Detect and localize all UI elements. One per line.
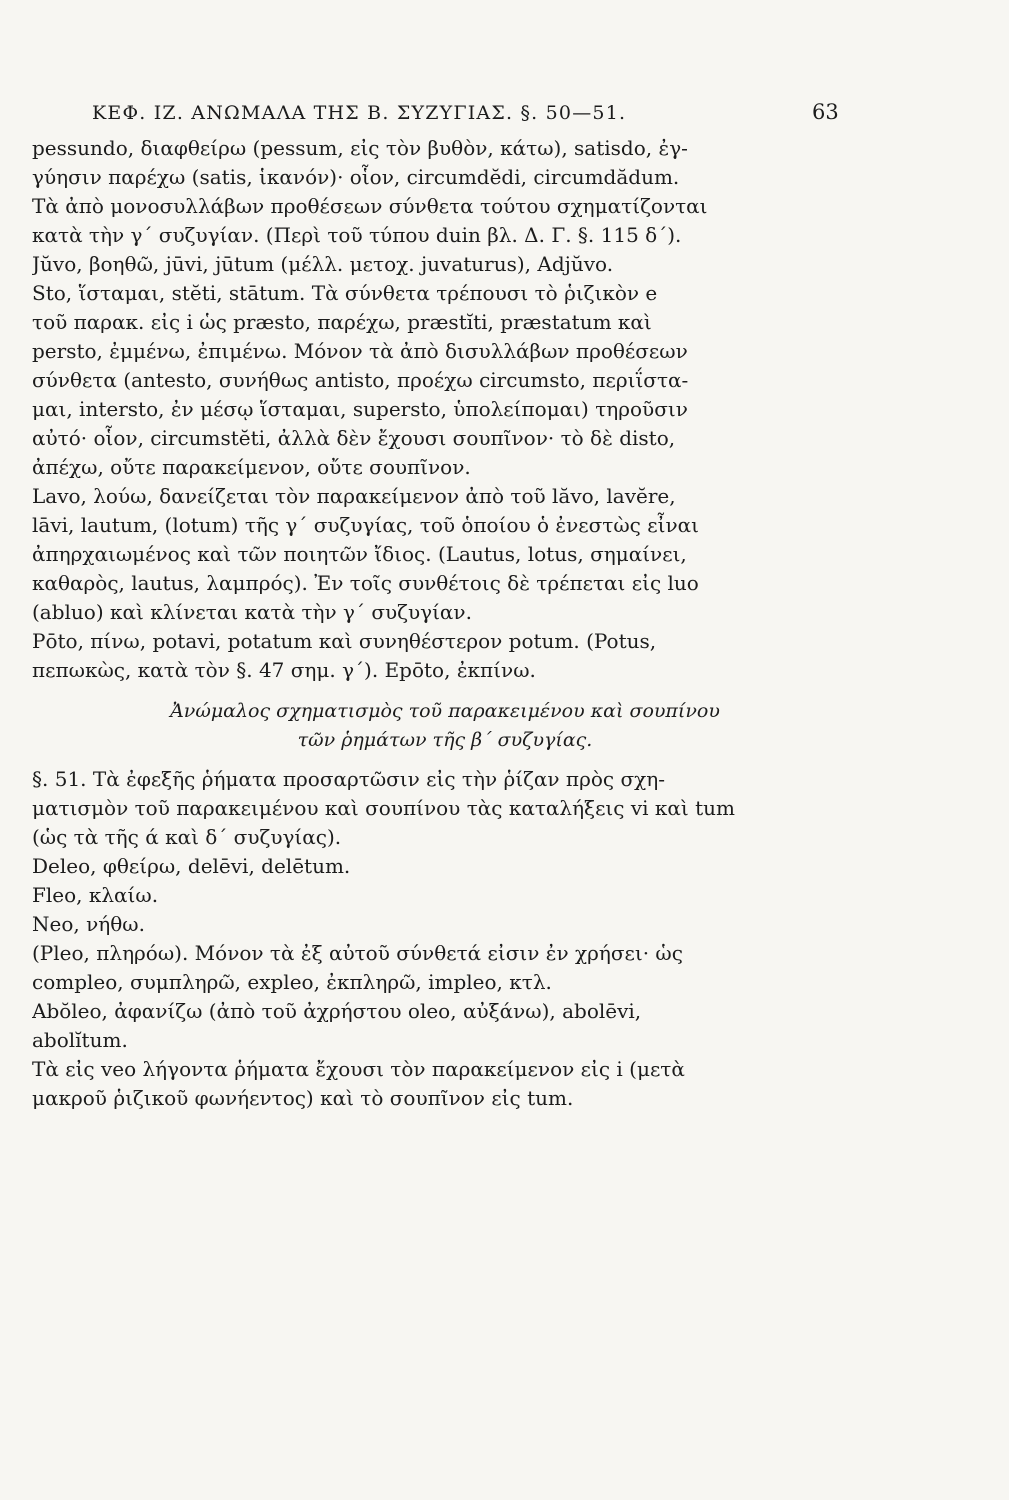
text-line: compleo, συμπληρῶ, expleo, ἐκπληρῶ, impleo, κτλ.	[32, 970, 552, 994]
text-line: αὐτό· οἷον, circumstĕti, ἀλλὰ δὲν ἔχουσι σουπῖνον· τὸ δὲ disto,	[32, 426, 676, 450]
running-header: ΚΕΦ. ΙΖ. ΑΝΩΜΑΛΑ ΤΗΣ Β. ΣΥΖΥΓΙΑΣ. §. 50—51.	[92, 102, 627, 124]
text-line: τοῦ παρακ. εἰς i ὡς præsto, παρέχω, præstĭti, præstatum καὶ	[32, 310, 652, 334]
text-line: Jŭvo, βοηθῶ, jūvi, jūtum (μέλλ. μετοχ. juvaturus), Adjŭvo.	[32, 252, 614, 276]
text-line: abolĭtum.	[32, 1028, 128, 1052]
paragraph-block-51	[32, 765, 858, 1113]
text-line: pessundo, διαφθείρω (pessum, εἰς τὸν βυθὸν, κάτω), satisdo, ἐγ-	[32, 136, 688, 160]
paragraph-block-50	[32, 134, 858, 685]
text-line: πεπωκὼς, κατὰ τὸν §. 47 σημ. γ΄). Epōto, ἐκπίνω.	[32, 658, 536, 682]
page-number: 63	[812, 100, 839, 124]
text-line: ἀπηρχαιωμένος καὶ τῶν ποιητῶν ἴδιος. (Lautus, lotus, σημαίνει,	[32, 542, 687, 566]
text-line: Neo, νήθω.	[32, 912, 145, 936]
text-line: ἀπέχω, οὔτε παρακείμενον, οὔτε σουπῖνον.	[32, 455, 471, 479]
text-line: Fleo, κλαίω.	[32, 883, 159, 907]
text-line: Pōto, πίνω, potavi, potatum καὶ συνηθέστερον potum. (Potus,	[32, 629, 657, 653]
heading-line: Ἀνώμαλος σχηματισμὸς τοῦ παρακειμένου καὶ σουπίνου	[170, 700, 720, 722]
section-heading	[32, 697, 858, 755]
text-line: (ὡς τὰ τῆς ά καὶ δ΄ συζυγίας).	[32, 825, 342, 849]
text-line: Τὰ εἰς veo λήγοντα ῥήματα ἔχουσι τὸν παρακείμενον εἰς i (μετὰ	[32, 1057, 685, 1081]
text-line: §. 51. Τὰ ἐφεξῆς ῥήματα προσαρτῶσιν εἰς τὴν ῥίζαν πρὸς σχη-	[32, 767, 665, 791]
text-line: μαι, intersto, ἐν μέσῳ ἵσταμαι, supersto, ὑπολείπομαι) τηροῦσιν	[32, 397, 688, 421]
text-line: persto, ἐμμένω, ἐπιμένω. Μόνον τὰ ἀπὸ δισυλλάβων προθέσεων	[32, 339, 688, 363]
text-line: Lavo, λούω, δανείζεται τὸν παρακείμενον ἀπὸ τοῦ lăvo, lavĕre,	[32, 484, 676, 508]
text-line: Sto, ἵσταμαι, stĕti, stātum. Τὰ σύνθετα τρέπουσι τὸ ῥιζικὸν e	[32, 281, 658, 305]
heading-line: τῶν ῥημάτων τῆς β΄ συζυγίας.	[297, 729, 593, 751]
page-body	[32, 134, 858, 1113]
text-line: lāvi, lautum, (lotum) τῆς γ΄ συζυγίας, τοῦ ὁποίου ὁ ἐνεστὼς εἶναι	[32, 513, 699, 537]
text-line: Deleo, φθείρω, delēvi, delētum.	[32, 854, 351, 878]
text-line: ματισμὸν τοῦ παρακειμένου καὶ σουπίνου τὰς καταλήξεις vi καὶ tum	[32, 796, 735, 820]
text-line: γύησιν παρέχω (satis, ἱκανόν)· οἷον, circumdĕdi, circumdădum.	[32, 165, 680, 189]
text-line: κατὰ τὴν γ΄ συζυγίαν. (Περὶ τοῦ τύπου duin βλ. Δ. Γ. §. 115 δ΄).	[32, 223, 682, 247]
text-line: καθαρὸς, lautus, λαμπρός). Ἐν τοῖς συνθέτοις δὲ τρέπεται εἰς luo	[32, 571, 699, 595]
text-line: μακροῦ ῥιζικοῦ φωνήεντος) καὶ τὸ σουπῖνον εἰς tum.	[32, 1086, 574, 1110]
text-line: σύνθετα (antesto, συνήθως antisto, προέχω circumsto, περιΐστα-	[32, 368, 689, 392]
text-line: (abluo) καὶ κλίνεται κατὰ τὴν γ΄ συζυγίαν.	[32, 600, 472, 624]
text-line: Τὰ ἀπὸ μονοσυλλάβων προθέσεων σύνθετα τούτου σχηματίζονται	[32, 194, 708, 218]
text-line: (Pleo, πληρόω). Μόνον τὰ ἐξ αὐτοῦ σύνθετά εἰσιν ἐν χρήσει· ὡς	[32, 941, 683, 965]
text-line: Abŏleo, ἀφανίζω (ἀπὸ τοῦ ἀχρήστου oleo, αὐξάνω), abolēvi,	[32, 999, 642, 1023]
